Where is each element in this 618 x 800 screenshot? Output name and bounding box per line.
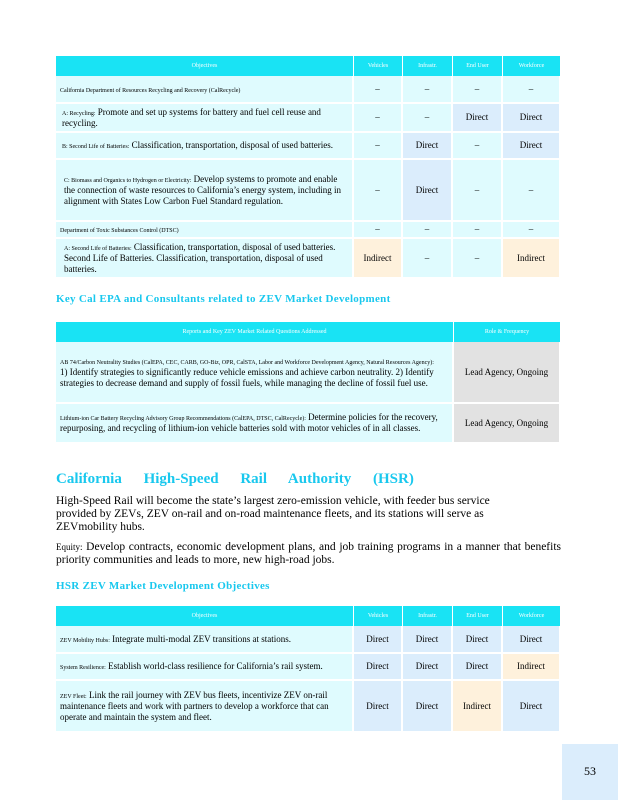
objectives-table-calepa	[56, 56, 561, 279]
header-infrastructure: Infrastr.	[403, 56, 453, 76]
infrastructure-cell: Direct	[403, 681, 453, 733]
vehicles-cell: Direct	[354, 681, 403, 733]
vehicles-cell: –	[354, 104, 403, 133]
objectives-table-hsr	[56, 606, 561, 733]
header-vehicles: Vehicles	[354, 56, 403, 76]
end-user-cell: –	[453, 239, 503, 279]
header-end-user: End User	[453, 56, 503, 76]
workforce-cell: –	[503, 222, 561, 239]
table-row	[56, 626, 561, 654]
infrastructure-cell: –	[403, 104, 453, 133]
table-row	[56, 76, 561, 104]
workforce-cell: Direct	[503, 133, 561, 160]
objective-cell	[56, 222, 354, 239]
table-header-row	[56, 322, 561, 342]
table-header-row	[56, 606, 561, 626]
infrastructure-cell: Direct	[403, 133, 453, 160]
objective-cell	[56, 654, 354, 681]
role-cell: Lead Agency, Ongoing	[454, 342, 561, 404]
hsr-section-title: California High-Speed Rail Authority (HSR)	[56, 471, 414, 487]
equity-text: Develop contracts, economic development plans, and job training programs in a manner that benefits priority communities and leads to more, new high-road jobs.	[56, 541, 562, 566]
infrastructure-cell: Direct	[403, 626, 453, 654]
vehicles-cell: –	[354, 133, 403, 160]
objective-title: ZEV Fleet:	[60, 693, 87, 700]
workforce-cell: Direct	[503, 626, 561, 654]
header-end-user: End User	[453, 606, 503, 626]
objective-text: Classification, transportation, disposal of used batteries. Second Life of Batteries. Classification, transportation, disposal of used batteries.	[64, 241, 336, 274]
header-vehicles: Vehicles	[354, 606, 403, 626]
end-user-cell: –	[453, 222, 503, 239]
objective-title: System Resilience:	[60, 665, 106, 671]
objective-cell	[56, 239, 354, 279]
table-row	[56, 104, 561, 133]
infrastructure-cell: Direct	[403, 654, 453, 681]
vehicles-cell: –	[354, 222, 403, 239]
workforce-cell: Direct	[503, 681, 561, 733]
infrastructure-cell: Direct	[403, 160, 453, 222]
end-user-cell: Direct	[453, 654, 503, 681]
objective-title: C: Biomass and Organics to Hydrogen or Electricity:	[64, 177, 192, 184]
objective-title: A: Second Life of Batteries:	[64, 245, 132, 252]
table-row	[56, 681, 561, 733]
objective-cell	[56, 626, 354, 654]
objective-text: Classification, transportation, disposal of used batteries.	[131, 140, 334, 150]
report-cell	[56, 342, 454, 404]
objective-cell	[56, 160, 354, 222]
hsr-objectives-heading: HSR ZEV Market Development Objectives	[56, 580, 270, 592]
end-user-cell: –	[453, 133, 503, 160]
vehicles-cell: Indirect	[354, 239, 403, 279]
workforce-cell: –	[503, 160, 561, 222]
end-user-cell: Direct	[453, 626, 503, 654]
objective-title: California Department of Resources Recycling and Recovery (CalRecycle)	[60, 87, 241, 94]
table-row	[56, 133, 561, 160]
objective-cell	[56, 104, 354, 133]
infrastructure-cell: –	[403, 239, 453, 279]
objective-title: ZEV Mobility Hubs:	[60, 637, 110, 644]
end-user-cell: –	[453, 76, 503, 104]
header-objectives: Objectives	[56, 606, 354, 626]
role-cell: Lead Agency, Ongoing	[454, 404, 561, 444]
page-number: 53	[584, 764, 596, 778]
header-role-frequency: Role & Frequency	[454, 322, 561, 342]
objective-text: Establish world-class resilience for California’s rail system.	[108, 661, 323, 671]
table-row	[56, 654, 561, 681]
header-workforce: Workforce	[503, 606, 561, 626]
equity-label: Equity:	[56, 542, 83, 552]
table-row	[56, 404, 561, 444]
vehicles-cell: –	[354, 76, 403, 104]
objective-cell	[56, 681, 354, 733]
header-infrastructure: Infrastr.	[403, 606, 453, 626]
reports-table	[56, 322, 561, 444]
workforce-cell: –	[503, 76, 561, 104]
objective-text: Link the rail journey with ZEV bus fleets, incentivize ZEV on-rail maintenance fleets and work with partners to develop a workforce that can operate and maintain the system and fleet.	[60, 689, 329, 722]
objective-title: A: Recycling:	[62, 110, 96, 117]
workforce-cell: Indirect	[503, 654, 561, 681]
vehicles-cell: Direct	[354, 626, 403, 654]
page-number-box	[562, 744, 618, 800]
report-title: AB 74/Carbon Neutrality Studies (CalEPA, CEC, CARB, GO-Biz, OPR, CalSTA, Labor and Workforce Development Agency, Natural Resources Agency):	[60, 359, 434, 366]
report-title: Lithium-ion Car Battery Recycling Advisory Group Recommendations (CalEPA, DTSC, CalRecycle):	[60, 416, 306, 422]
objective-text: Promote and set up systems for battery and fuel cell reuse and recycling.	[62, 106, 321, 128]
hsr-paragraph: High-Speed Rail will become the state’s largest zero-emission vehicle, with feeder bus service provided by ZEVs, ZEV on-rail and on-road maintenance fleets, and its stations will serve as ZEVmobility hubs.	[56, 495, 490, 533]
objective-text: Develop systems to promote and enable the connection of waste resources to California’s energy system, including in alignment with States Low Carbon Fuel Standard regulation.	[64, 173, 342, 206]
end-user-cell: Indirect	[453, 681, 503, 733]
objective-text: Integrate multi-modal ZEV transitions at stations.	[112, 633, 291, 644]
report-text: Determine policies for the recovery, repurposing, and recycling of lithium-ion vehicle batteries sold with motor vehicles of in all classes.	[60, 412, 438, 433]
workforce-cell: Indirect	[503, 239, 561, 279]
infrastructure-cell: –	[403, 76, 453, 104]
table-row	[56, 160, 561, 222]
objective-title: B: Second Life of Batteries:	[62, 144, 130, 150]
workforce-cell: Direct	[503, 104, 561, 133]
vehicles-cell: –	[354, 160, 403, 222]
hsr-equity-paragraph	[56, 541, 561, 567]
report-cell	[56, 404, 454, 444]
report-text: 1) Identify strategies to significantly reduce vehicle emissions and achieve carbon neutrality. 2) Identify strategies to decrease demand and supply of fossil fuels, while managing the decline of fossil fuel use.	[60, 366, 434, 388]
table-row	[56, 342, 561, 404]
table-row	[56, 239, 561, 279]
table-header-row	[56, 56, 561, 76]
end-user-cell: Direct	[453, 104, 503, 133]
header-objectives: Objectives	[56, 56, 354, 76]
table-row	[56, 222, 561, 239]
objective-title: Department of Toxic Substances Control (DTSC)	[60, 228, 179, 234]
header-reports: Reports and Key ZEV Market Related Questions Addressed	[56, 322, 454, 342]
header-workforce: Workforce	[503, 56, 561, 76]
infrastructure-cell: –	[403, 222, 453, 239]
vehicles-cell: Direct	[354, 654, 403, 681]
end-user-cell: –	[453, 160, 503, 222]
calepa-section-heading: Key Cal EPA and Consultants related to ZEV Market Development	[56, 293, 391, 305]
objective-cell	[56, 76, 354, 104]
objective-cell	[56, 133, 354, 160]
